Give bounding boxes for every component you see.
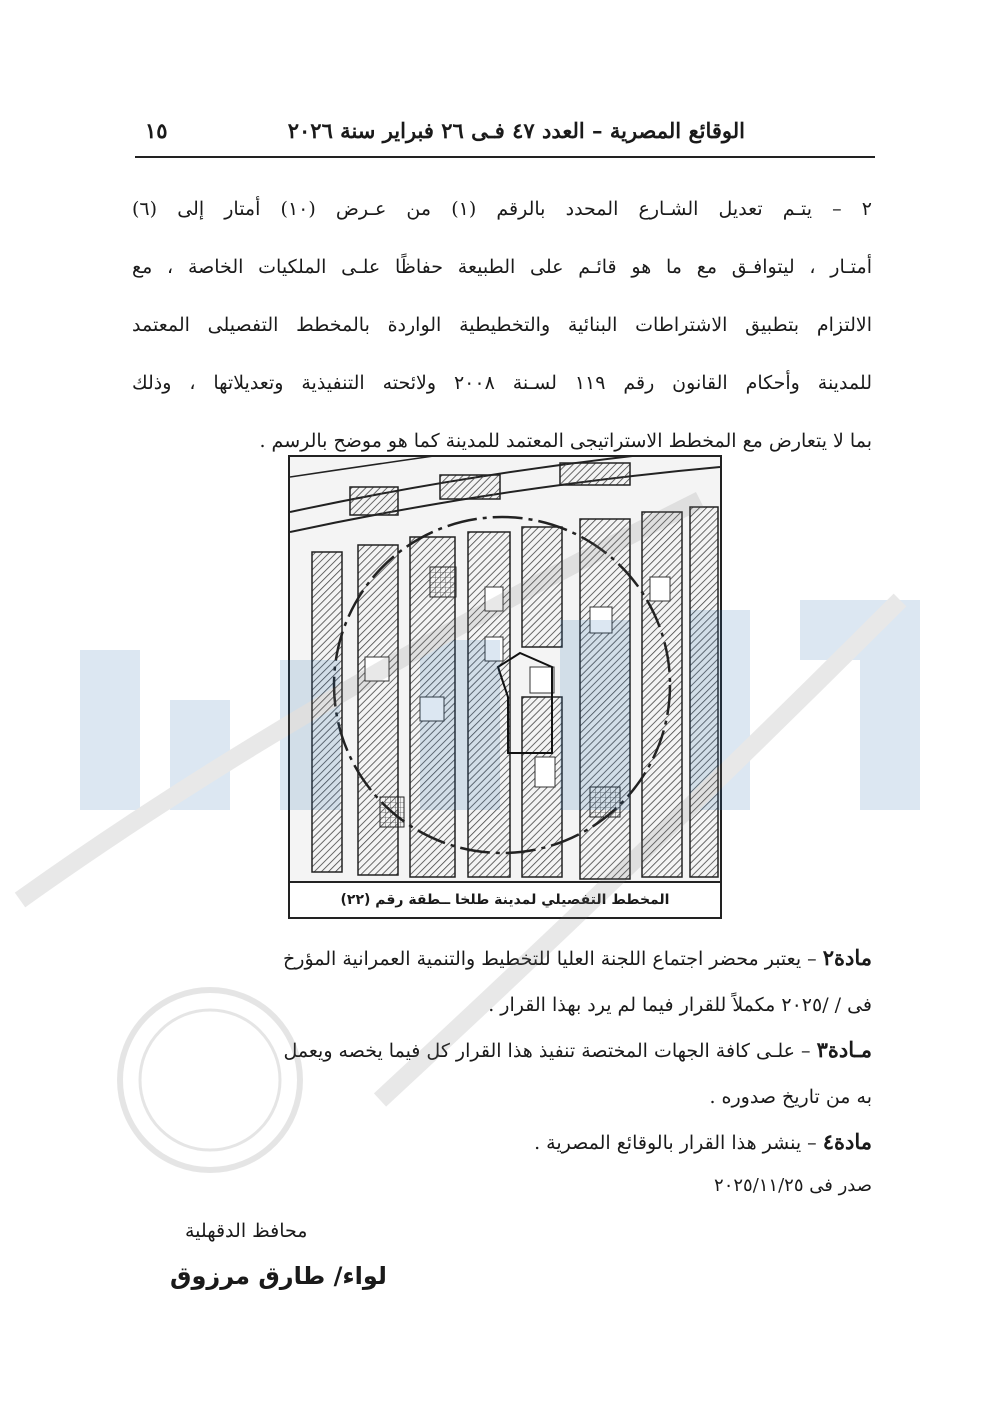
article-2-label: مادة٢	[822, 945, 872, 970]
article-3-text: – علـى كافة الجهات المختصة تنفيذ هذا القرار كل فيما يخصه ويعمل	[283, 1040, 817, 1062]
clause-2-paragraph	[132, 180, 872, 470]
page-number: ١٥	[145, 118, 168, 143]
page-header	[135, 112, 875, 158]
paragraph-line: ٢ – يتـم تعديل الشـارع المحدد بالرقم (١) من عـرض (١٠) أمتار إلى (٦)	[132, 198, 872, 220]
signatory-title: محافظ الدقهلية	[185, 1220, 308, 1242]
paragraph-line: الالتزام بتطبيق الاشتراطات البنائية والتخطيطية الواردة بالمخطط التفصيلى المعتمد	[132, 314, 872, 336]
article-4-text: – ينشر هذا القرار بالوقائع المصرية .	[534, 1132, 823, 1154]
map-caption: المخطط التفصيلي لمدينة طلخا ــطقة رقم (٢٢)	[290, 881, 720, 917]
article-3-text-continued: به من تاريخ صدوره .	[709, 1086, 872, 1108]
article-2-text-continued: فى / /٢٠٢٥ مكملاً للقرار فيما لم يرد بهذا القرار .	[488, 994, 872, 1016]
map-drawing	[290, 457, 720, 881]
signatory-name: لواء/ طارق مرزوق	[170, 1262, 387, 1290]
gazette-title: الوقائع المصرية – العدد ٤٧ فـى ٢٦ فبراير سنة ٢٠٢٦	[287, 118, 745, 143]
paragraph-line: للمدينة وأحكام القانون رقم ١١٩ لسـنة ٢٠٠٨ ولائحته التنفيذية وتعديلاتها ، وذلك	[132, 372, 872, 394]
article-4-label: مادة٤	[822, 1129, 872, 1154]
article-4	[132, 1119, 872, 1166]
article-3-label: مـادة٣	[816, 1037, 872, 1062]
article-2-text: – يعتبر محضر اجتماع اللجنة العليا للتخطيط والتنمية العمرانية المؤرخ	[283, 948, 823, 970]
detailed-plan-map	[288, 455, 722, 919]
paragraph-line: بما لا يتعارض مع المخطط الاستراتيجى المعتمد للمدينة كما هو موضح بالرسم .	[259, 430, 872, 452]
article-2	[132, 935, 872, 1028]
issue-date: صدر فى ٢٠٢٥/١١/٢٥	[714, 1175, 872, 1196]
paragraph-line: أمتـار ، ليتوافـق مع ما هو قائـم على الطبيعة حفاظًا علـى الملكيات الخاصة ، مع	[132, 256, 872, 278]
article-3	[132, 1027, 872, 1120]
